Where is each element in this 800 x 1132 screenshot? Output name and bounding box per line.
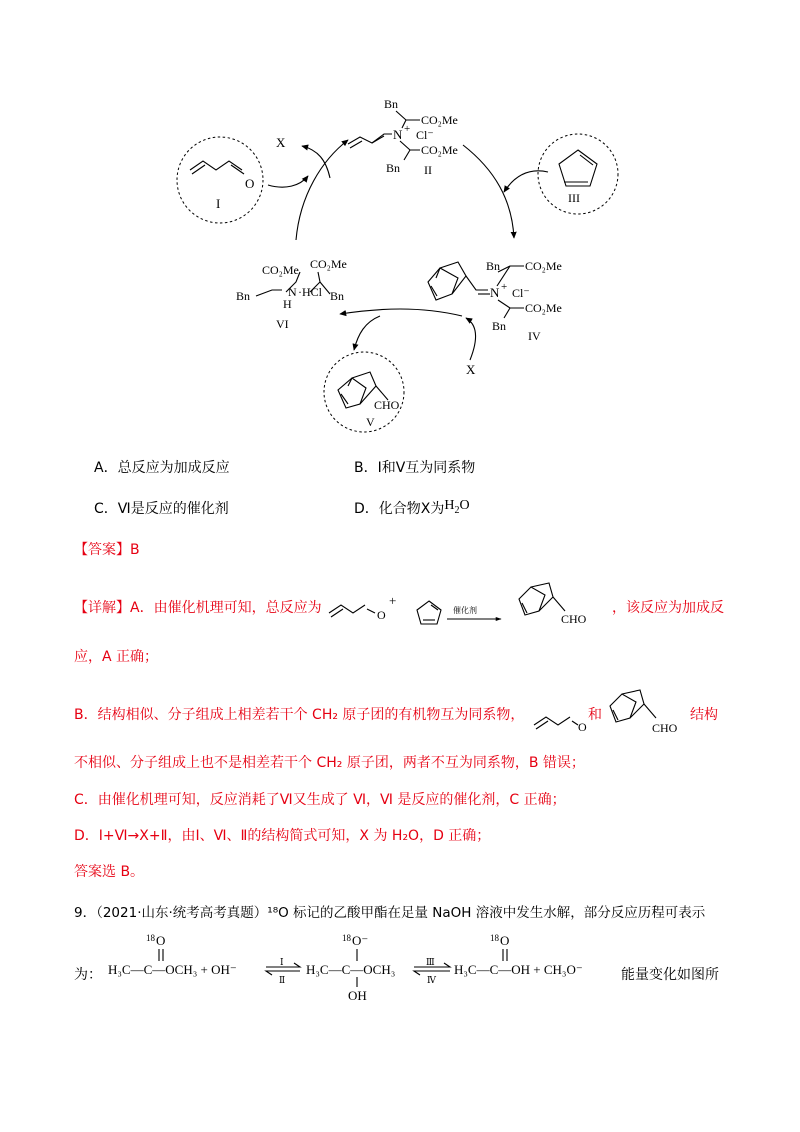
svg-text:18: 18 [490, 933, 499, 943]
arrow-X-in-bottom [466, 318, 476, 360]
label-X-bottom: X [466, 362, 476, 377]
exp-catalyst: 催化剂 [453, 606, 477, 615]
question9-equation [100, 925, 620, 1005]
exp-acrolein-O: O [377, 608, 386, 622]
arc-VI-to-II [296, 140, 348, 240]
label-VI: VI [276, 317, 289, 331]
catalytic-cycle-diagram [0, 0, 800, 440]
option-D [354, 498, 470, 520]
arc-II-to-IV [463, 145, 514, 238]
label-I: I [216, 196, 221, 211]
svg-text:O⁻: O⁻ [352, 933, 369, 948]
cyclopentadiene-structure [559, 150, 597, 186]
IV-N: N [490, 285, 500, 300]
svg-text:OH: OH [348, 988, 367, 1003]
IV-plus: + [501, 281, 508, 293]
explanation-line2: 应，A 正确； [74, 649, 159, 665]
II-ester2: CO₂Me [421, 143, 458, 157]
svg-text:O: O [500, 933, 510, 948]
label-III: III [568, 191, 580, 205]
svg-text:O: O [156, 933, 166, 948]
eq-reactant: H₃C—C—OCH₃ + OH⁻ [108, 962, 237, 977]
IV-Cl: Cl⁻ [512, 286, 530, 300]
arrow-III-in [504, 171, 548, 192]
explanation-line3-and: 和 [588, 707, 602, 723]
question9-line1: 9．（2021·山东·统考高考真题）¹⁸O 标记的乙酸甲酯在足量 NaOH 溶液中发生水解，部分反应历程可表示 [74, 905, 706, 921]
explanation-line1-suffix: ，该反应为加成反 [612, 600, 724, 616]
IV-bn1: Bn [486, 259, 501, 273]
explanation-reaction-scheme [325, 575, 615, 635]
svg-text:Ⅰ: Ⅰ [280, 957, 284, 967]
option-C: C．Ⅵ是反应的催化剂 [94, 501, 229, 517]
IV-ester2: CO₂Me [525, 301, 562, 315]
II-N: N [393, 127, 403, 142]
exp-norbornene-aldehyde-small [602, 686, 682, 742]
svg-text:Ⅱ: Ⅱ [279, 975, 286, 985]
VI-HCl: ·HCl [298, 285, 322, 299]
exp-plus: + [389, 593, 397, 608]
label-X-top: X [276, 135, 286, 150]
acrolein-structure [329, 605, 365, 613]
exp-acrolein-small [530, 705, 590, 735]
explanation-line3-prefix: B．结构相似、分子组成上相差若干个 CH₂ 原子团的有机物互为同系物， [74, 707, 525, 723]
label-II: II [424, 163, 432, 177]
option-D-formula: $H_2O$ [444, 498, 470, 516]
svg-text:18: 18 [146, 933, 155, 943]
eq-product: H₃C—C—OH + CH₃O⁻ [454, 962, 583, 977]
II-Cl: Cl⁻ [416, 128, 434, 142]
explanation-line6: D．Ⅰ+Ⅵ→X+Ⅱ，由Ⅰ、Ⅵ、Ⅱ的结构简式可知，X 为 H₂O，D 正确； [74, 828, 491, 844]
option-D-prefix: D．化合物X为 [354, 501, 445, 517]
VI-bn-left: Bn [236, 289, 251, 303]
II-bn1: Bn [384, 97, 399, 111]
label-IV: IV [528, 329, 541, 343]
IV-ester1: CO₂Me [525, 259, 562, 273]
answer-label: 【答案】B [74, 542, 140, 558]
IV-norbornene [428, 268, 458, 300]
option-B: B．Ⅰ和Ⅴ互为同系物 [354, 460, 476, 476]
II-ester1: CO₂Me [421, 113, 458, 127]
norbornene-aldehyde-structure [519, 587, 545, 615]
VI-H: H [283, 297, 292, 311]
arc-IV-to-VI [340, 309, 462, 316]
VI-N: N [288, 285, 297, 299]
question9-prefix: 为： [74, 967, 102, 983]
II-plus: + [404, 123, 411, 135]
option-A: A．总反应为加成反应 [94, 460, 230, 476]
IV-bn2: Bn [492, 319, 507, 333]
VI-ester-right: CO₂Me [310, 257, 347, 271]
exp-CHO: CHO [561, 612, 587, 626]
VI-bn-right: Bn [330, 289, 345, 303]
compound-I-O: O [245, 176, 255, 191]
explanation-line7: 答案选 B。 [74, 864, 145, 880]
compound-V-CHO: CHO [374, 398, 400, 412]
acrolein-structure [190, 161, 242, 170]
svg-text:Ⅳ: Ⅳ [427, 975, 436, 985]
explanation-line4: 不相似、分子组成上也不是相差若干个 CH₂ 原子团，两者不互为同系物，B 错误； [74, 755, 585, 771]
explanation-line5: C．由催化机理可知，反应消耗了Ⅵ又生成了 Ⅵ，Ⅵ 是反应的催化剂，C 正确； [74, 792, 566, 808]
question9-suffix: 能量变化如图所 [621, 967, 719, 983]
explanation-line1-prefix: 【详解】A．由催化机理可知，总反应为 [74, 600, 322, 616]
svg-text:18: 18 [342, 933, 351, 943]
norbornene-aldehyde-structure [338, 378, 366, 408]
arrow-I-in [268, 176, 308, 187]
eq-intermediate: H₃C—C—OCH₃ [306, 962, 396, 977]
svg-text:Ⅲ: Ⅲ [426, 957, 435, 967]
VI-ester-left: CO₂Me [262, 263, 299, 277]
explanation-line3-suffix: 结构 [690, 707, 718, 723]
arrow-to-V [354, 316, 380, 350]
II-bn2: Bn [386, 161, 401, 175]
svg-text:CHO: CHO [652, 721, 678, 735]
label-V: V [366, 415, 375, 429]
svg-text:O: O [578, 720, 587, 734]
